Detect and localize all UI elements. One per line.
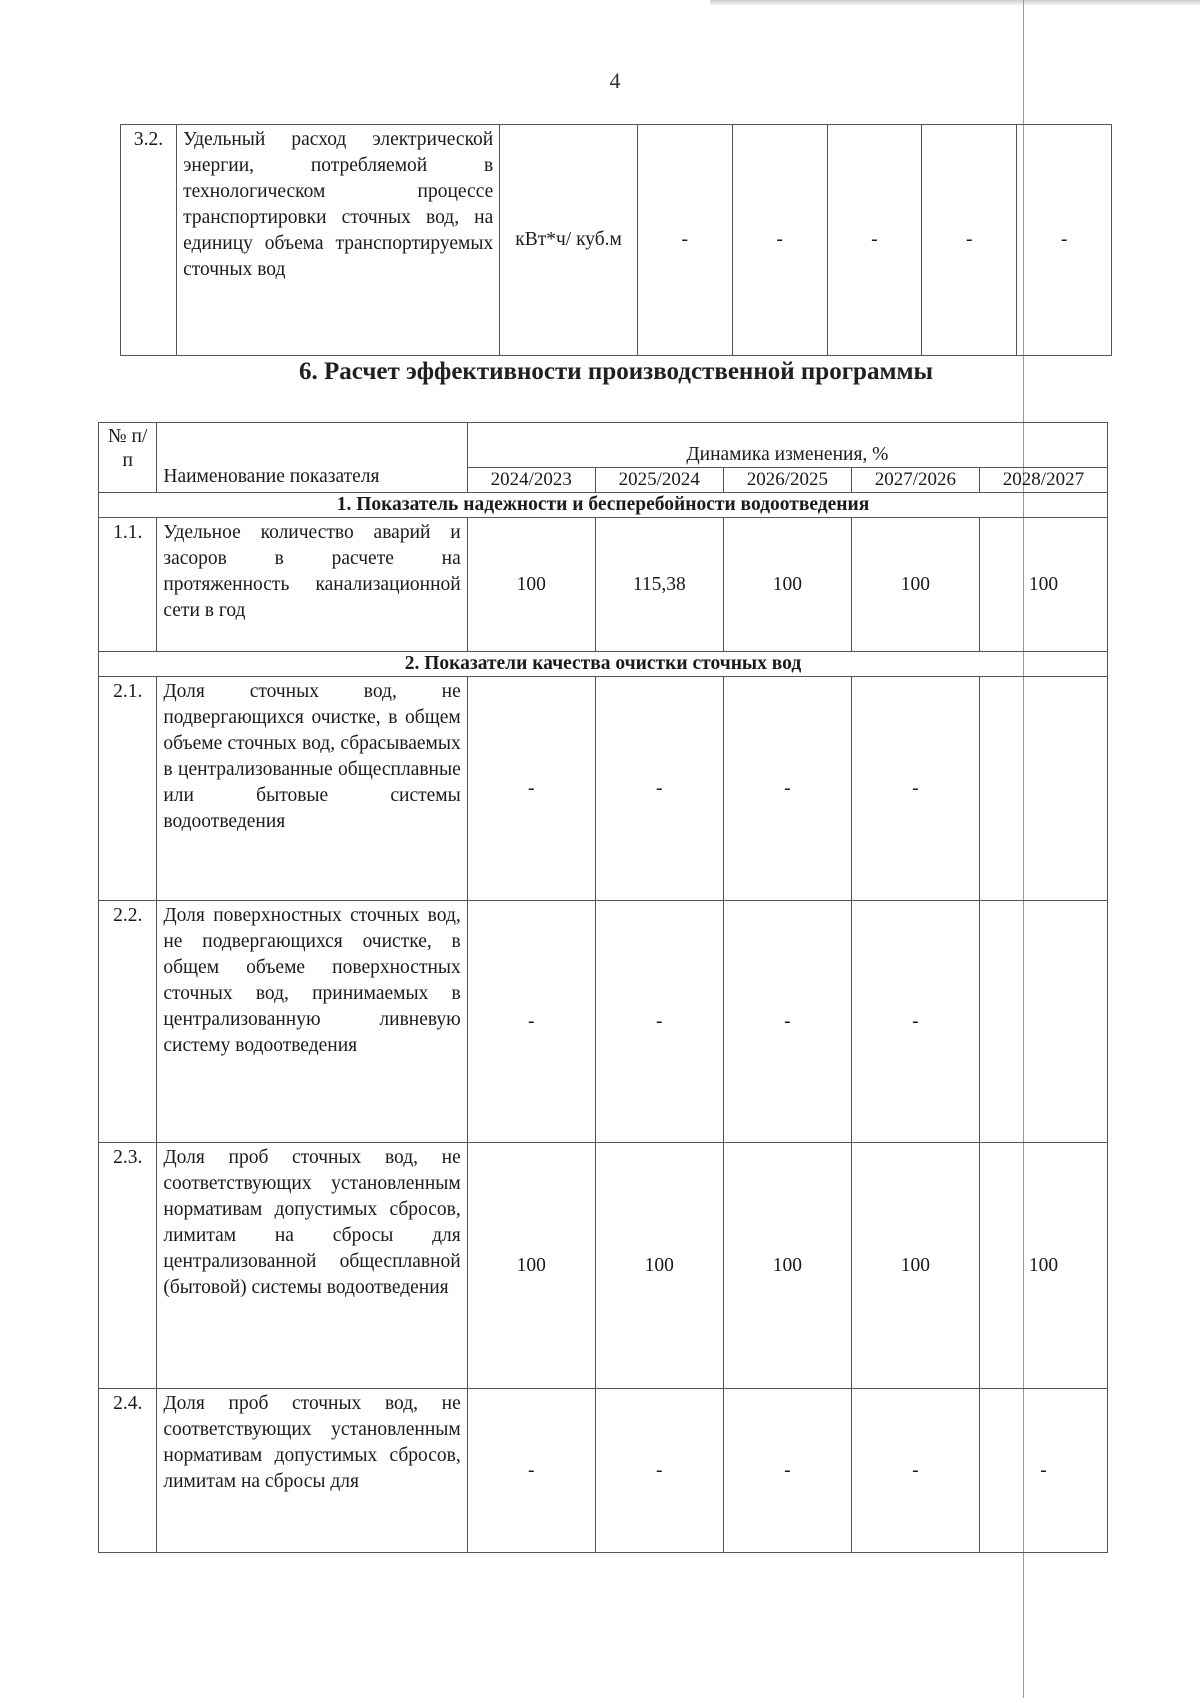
header-num: № п/п xyxy=(99,423,157,493)
value-cell: - xyxy=(467,1389,595,1553)
value-cell: 100 xyxy=(851,518,979,652)
value-cell: 115,38 xyxy=(595,518,723,652)
section-title: 6. Расчет эффективности производственной программы xyxy=(298,358,934,385)
indicator-name: Доля сточных вод, не подвергающихся очистке, в общем объеме сточных вод, сбрасываемых в централизованные общесплавные или бытовые системы водоотведения xyxy=(157,677,467,901)
row-number: 2.4. xyxy=(99,1389,157,1553)
value-cell: - xyxy=(723,1389,851,1553)
value-cell: 100 xyxy=(723,1143,851,1389)
value-cell xyxy=(979,901,1107,1143)
value-cell xyxy=(979,677,1107,901)
unit-cell: кВт*ч/ куб.м xyxy=(500,125,638,356)
efficiency-table xyxy=(98,422,1108,1553)
table-row xyxy=(99,1143,1108,1389)
indicator-name: Удельный расход электрической энергии, потребляемой в технологическом процессе транспортировки сточных вод, на единицу объема транспортируемых сточных вод xyxy=(177,125,500,356)
value-cell: 100 xyxy=(979,518,1107,652)
header-year: 2026/2025 xyxy=(723,468,851,493)
value-cell: - xyxy=(467,677,595,901)
value-cell: - xyxy=(595,901,723,1143)
value-cell: - xyxy=(979,1389,1107,1553)
value-cell: 100 xyxy=(979,1143,1107,1389)
header-year: 2024/2023 xyxy=(467,468,595,493)
value-cell: - xyxy=(851,677,979,901)
value-cell: - xyxy=(467,901,595,1143)
value-cell: - xyxy=(595,1389,723,1553)
value-cell: - xyxy=(851,901,979,1143)
row-number: 2.2. xyxy=(99,901,157,1143)
value-cell: - xyxy=(827,125,922,356)
table-row xyxy=(99,518,1108,652)
value-cell: - xyxy=(723,901,851,1143)
value-cell: 100 xyxy=(851,1143,979,1389)
value-cell: - xyxy=(595,677,723,901)
row-number: 3.2. xyxy=(121,125,177,356)
top-table xyxy=(120,124,1112,356)
row-number: 1.1. xyxy=(99,518,157,652)
value-cell: 100 xyxy=(467,518,595,652)
value-cell: - xyxy=(637,125,732,356)
table-row xyxy=(99,1389,1108,1553)
header-row xyxy=(99,423,1108,468)
value-cell: - xyxy=(723,677,851,901)
indicator-name: Доля проб сточных вод, не соответствующих установленным нормативам допустимых сбросов, лимитам на сбросы для xyxy=(157,1389,467,1553)
header-year: 2027/2026 xyxy=(851,468,979,493)
header-name: Наименование показателя xyxy=(157,423,467,493)
group-row xyxy=(99,652,1108,677)
indicator-name: Удельное количество аварий и засоров в расчете на протяженность канализационной сети в год xyxy=(157,518,467,652)
indicator-name: Доля проб сточных вод, не соответствующих установленным нормативам допустимых сбросов, лимитам на сбросы для централизованной общесплавной (бытовой) системы водоотведения xyxy=(157,1143,467,1389)
value-cell: - xyxy=(732,125,827,356)
value-cell: - xyxy=(922,125,1017,356)
page-number: 4 xyxy=(609,68,621,93)
group-row xyxy=(99,493,1108,518)
row-number: 2.3. xyxy=(99,1143,157,1389)
value-cell: - xyxy=(851,1389,979,1553)
header-dynamics: Динамика изменения, % xyxy=(467,423,1107,468)
header-year: 2028/2027 xyxy=(979,468,1107,493)
group-title: 2. Показатели качества очистки сточных вод xyxy=(99,652,1108,677)
row-number: 2.1. xyxy=(99,677,157,901)
value-cell: - xyxy=(1017,125,1112,356)
table-row xyxy=(99,677,1108,901)
value-cell: 100 xyxy=(467,1143,595,1389)
value-cell: 100 xyxy=(723,518,851,652)
scan-edge-top xyxy=(710,0,1200,5)
indicator-name: Доля поверхностных сточных вод, не подвергающихся очистке, в общем объеме поверхностных сточных вод, принимаемых в централизованную ливневую систему водоотведения xyxy=(157,901,467,1143)
table-row xyxy=(121,125,1112,356)
table-row xyxy=(99,901,1108,1143)
value-cell: 100 xyxy=(595,1143,723,1389)
header-year: 2025/2024 xyxy=(595,468,723,493)
group-title: 1. Показатель надежности и бесперебойности водоотведения xyxy=(99,493,1108,518)
